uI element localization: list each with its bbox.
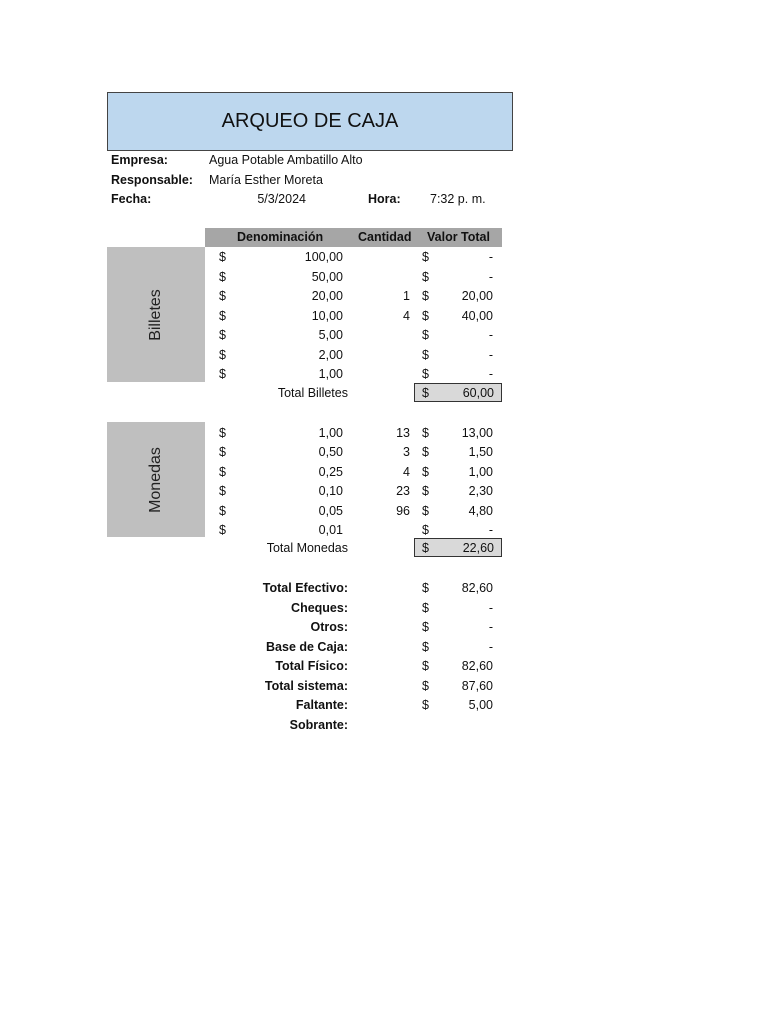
summary-currency: $ xyxy=(422,698,429,712)
summary-value: 82,60 xyxy=(461,659,493,673)
hora-label: Hora: xyxy=(368,192,401,206)
total-currency: $ xyxy=(422,426,429,440)
quantity-value: 1 xyxy=(403,289,410,303)
summary-label: Total Físico: xyxy=(275,659,348,673)
denomination-value: 1,00 xyxy=(318,367,343,381)
summary-row xyxy=(0,677,768,696)
fecha-label: Fecha: xyxy=(111,192,152,206)
summary-label: Total Efectivo: xyxy=(262,581,348,595)
summary-label: Cheques: xyxy=(291,600,348,615)
denomination-value: 0,25 xyxy=(318,464,343,479)
total-monedas-value: 22,60 xyxy=(462,541,494,555)
summary-label: Base de Caja: xyxy=(266,639,348,654)
header-denominacion: Denominación xyxy=(237,230,324,244)
total-currency: $ xyxy=(422,464,429,479)
summary-value: 5,00 xyxy=(468,698,493,712)
summary-currency: $ xyxy=(422,639,429,654)
total-currency: $ xyxy=(422,367,429,381)
summary-label: Faltante: xyxy=(295,698,348,712)
summary-row xyxy=(0,657,768,676)
total-value: - xyxy=(488,328,493,342)
summary-row xyxy=(0,716,768,735)
denomination-currency: $ xyxy=(219,503,226,518)
header-cantidad: Cantidad xyxy=(358,230,412,244)
summary-currency: $ xyxy=(422,581,429,595)
billetes-row xyxy=(205,287,505,306)
denomination-value: 5,00 xyxy=(318,328,343,342)
total-billetes-value: 60,00 xyxy=(462,386,494,400)
total-monedas-currency: $ xyxy=(422,541,429,555)
hora-value: 7:32 p. m. xyxy=(430,192,486,206)
summary-row xyxy=(0,579,768,598)
total-value: 4,80 xyxy=(468,503,493,518)
monedas-row xyxy=(205,424,505,443)
quantity-value: 4 xyxy=(403,464,410,479)
summary-value: 87,60 xyxy=(461,678,493,693)
total-value: - xyxy=(488,269,493,284)
page-title: ARQUEO DE CAJA xyxy=(107,92,513,151)
total-value: 40,00 xyxy=(461,308,493,323)
denomination-currency: $ xyxy=(219,367,226,381)
total-value: 20,00 xyxy=(461,289,493,303)
denomination-currency: $ xyxy=(219,445,226,460)
summary-label: Otros: xyxy=(310,620,348,634)
summary-currency: $ xyxy=(422,678,429,693)
denomination-currency: $ xyxy=(219,308,226,323)
total-currency: $ xyxy=(422,289,429,303)
denomination-value: 20,00 xyxy=(311,289,343,303)
monedas-row xyxy=(205,443,505,462)
denomination-currency: $ xyxy=(219,484,226,499)
denomination-value: 2,00 xyxy=(318,347,343,362)
billetes-row xyxy=(205,365,505,384)
total-value: - xyxy=(488,347,493,362)
billetes-row xyxy=(205,326,505,345)
billetes-row xyxy=(205,307,505,326)
denomination-value: 100,00 xyxy=(304,250,343,264)
denomination-value: 0,05 xyxy=(318,503,343,518)
total-currency: $ xyxy=(422,484,429,499)
header-valor-total: Valor Total xyxy=(427,230,490,244)
summary-value: - xyxy=(488,600,493,615)
quantity-value: 4 xyxy=(403,308,410,323)
summary-row xyxy=(0,696,768,715)
total-value: 1,00 xyxy=(468,464,493,479)
monedas-row xyxy=(205,463,505,482)
summary-currency: $ xyxy=(422,620,429,634)
denomination-currency: $ xyxy=(219,464,226,479)
total-currency: $ xyxy=(422,269,429,284)
billetes-row xyxy=(205,346,505,365)
billetes-row xyxy=(205,268,505,287)
empresa-value: Agua Potable Ambatillo Alto xyxy=(209,153,363,167)
summary-row xyxy=(0,638,768,657)
denomination-value: 0,10 xyxy=(318,484,343,499)
total-currency: $ xyxy=(422,445,429,460)
summary-value: - xyxy=(488,639,493,654)
total-value: 1,50 xyxy=(468,445,493,460)
total-billetes-label: Total Billetes xyxy=(277,386,348,400)
quantity-value: 23 xyxy=(396,484,410,499)
summary-row xyxy=(0,599,768,618)
total-currency: $ xyxy=(422,503,429,518)
quantity-value: 96 xyxy=(396,503,410,518)
total-value: 2,30 xyxy=(468,484,493,499)
summary-label: Sobrante: xyxy=(289,717,348,732)
total-currency: $ xyxy=(422,328,429,342)
billetes-label: Billetes xyxy=(146,288,164,341)
denomination-value: 50,00 xyxy=(311,269,343,284)
fecha-value: 5/3/2024 xyxy=(257,192,306,206)
summary-value: - xyxy=(488,620,493,634)
total-value: 13,00 xyxy=(461,426,493,440)
summary-value: 82,60 xyxy=(461,581,493,595)
monedas-section-label xyxy=(107,422,205,537)
denomination-currency: $ xyxy=(219,328,226,342)
summary-currency: $ xyxy=(422,659,429,673)
denomination-value: 10,00 xyxy=(311,308,343,323)
total-currency: $ xyxy=(422,523,429,537)
summary-label: Total sistema: xyxy=(264,678,348,693)
quantity-value: 13 xyxy=(396,426,410,440)
denomination-currency: $ xyxy=(219,250,226,264)
total-currency: $ xyxy=(422,308,429,323)
total-value: - xyxy=(488,367,493,381)
denomination-currency: $ xyxy=(219,289,226,303)
denomination-currency: $ xyxy=(219,426,226,440)
total-value: - xyxy=(488,250,493,264)
table-header xyxy=(205,228,502,247)
responsable-value: María Esther Moreta xyxy=(209,173,323,187)
total-value: - xyxy=(488,523,493,537)
total-billetes-box xyxy=(414,383,502,402)
denomination-currency: $ xyxy=(219,347,226,362)
denomination-value: 0,50 xyxy=(318,445,343,460)
responsable-label: Responsable: xyxy=(111,173,193,187)
monedas-row xyxy=(205,482,505,501)
summary-row xyxy=(0,618,768,637)
empresa-label: Empresa: xyxy=(111,153,168,167)
billetes-row xyxy=(205,248,505,267)
denomination-value: 0,01 xyxy=(318,523,343,537)
quantity-value: 3 xyxy=(403,445,410,460)
total-currency: $ xyxy=(422,250,429,264)
total-monedas-box xyxy=(414,538,502,557)
denomination-currency: $ xyxy=(219,269,226,284)
monedas-row xyxy=(205,502,505,521)
total-currency: $ xyxy=(422,347,429,362)
denomination-value: 1,00 xyxy=(318,426,343,440)
billetes-section-label xyxy=(107,247,205,382)
denomination-currency: $ xyxy=(219,523,226,537)
summary-currency: $ xyxy=(422,600,429,615)
total-billetes-currency: $ xyxy=(422,386,429,400)
monedas-label: Monedas xyxy=(146,446,164,513)
total-monedas-label: Total Monedas xyxy=(266,541,348,555)
